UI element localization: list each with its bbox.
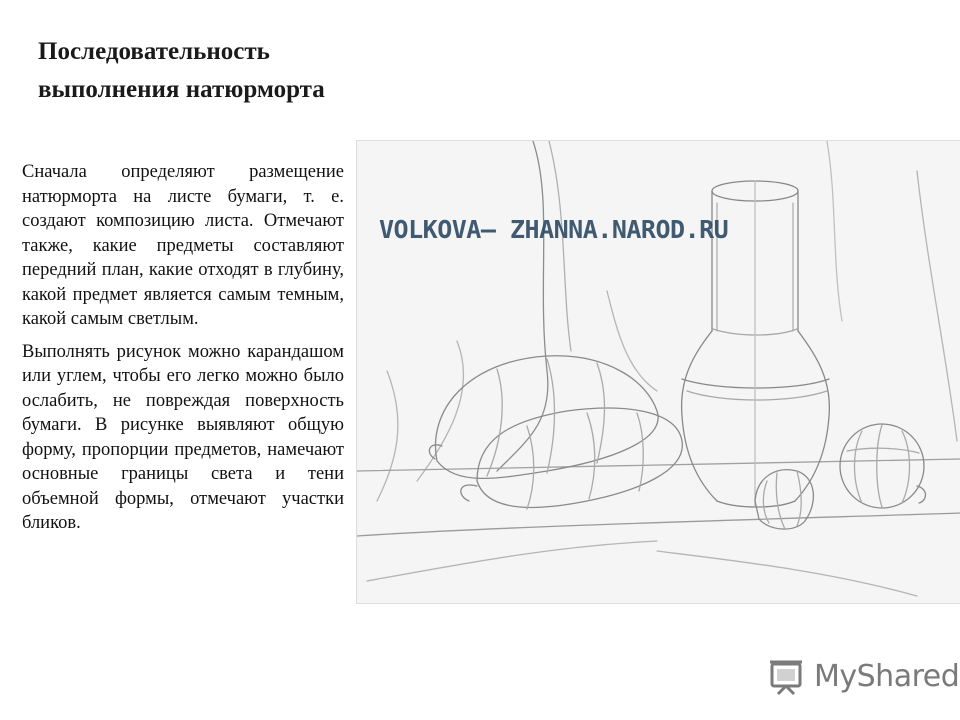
drapery-fold [377, 371, 398, 501]
garlic-sketch [755, 470, 813, 529]
drapery-fold [497, 141, 548, 471]
table-edge [357, 459, 960, 471]
presentation-icon [768, 656, 806, 696]
paragraph-1: Сначала определяют размещение натюрморта на листе бумаги, т. е. создают композицию листа. Отмечают также, какие предметы составляют передний план, какие отходят в глубину, какой предмет является самым темным, какой самым светлым. [22, 162, 344, 329]
drapery-fold [549, 141, 571, 351]
drapery-fold [417, 341, 463, 481]
squash-sketch [429, 356, 682, 509]
paragraph-2: Выполнять рисунок можно карандашом или углем, чтобы его легко можно было ослабить, не повреждая поверхность бумаги. В рисунке выявляют общую форму, пропорции предметов, намечают основные границы света и тени объемной формы, отмечают участки бликов. [22, 341, 344, 533]
drapery-fold [607, 291, 657, 391]
slide-title: Последовательность выполнения натюрморта [38, 38, 325, 103]
myshared-logo[interactable] [768, 652, 959, 700]
table-edge [367, 541, 657, 581]
watermark-text: VOLKOVA— ZHANNA.NAROD.RU [379, 215, 729, 244]
sketch-drawing [357, 141, 960, 603]
table-edge [657, 551, 917, 596]
slide-body [22, 160, 344, 544]
drapery-fold [827, 141, 842, 321]
logo-text: MyShared [814, 658, 960, 694]
table-edge [357, 513, 960, 536]
drapery-fold [917, 171, 957, 441]
onion-sketch [840, 424, 926, 508]
still-life-sketch-image [356, 140, 960, 604]
